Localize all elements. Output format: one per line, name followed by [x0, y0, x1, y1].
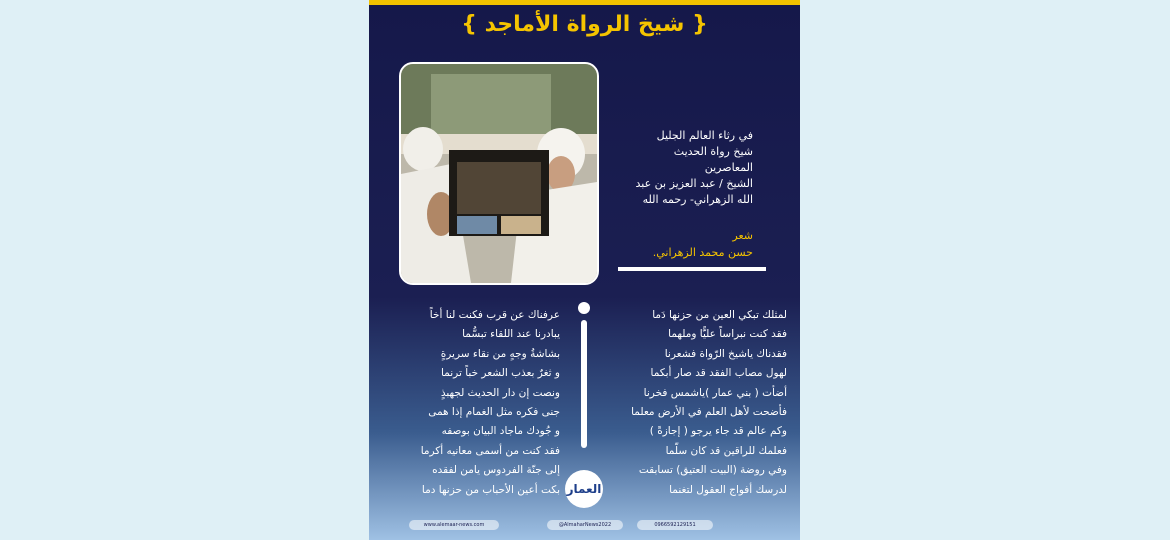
verses-right-column [599, 306, 787, 500]
center-divider-dot [578, 302, 590, 314]
verse-line: يبادرنا عند اللقاء تبسُّما [462, 328, 560, 341]
footer-phone[interactable]: 0966592129151 [637, 520, 713, 530]
verse-line: ونصت إن دار الحديث لجهبذٍ [440, 386, 560, 399]
poet-label: شعر [732, 229, 753, 242]
dedication-line: المعاصرين [704, 161, 753, 174]
verse-line: لمثلك تبكي العين من حزنها دَما [652, 309, 787, 321]
center-divider-bar [581, 320, 587, 448]
verse-line: لدرسك أفواج العقول لتغنما [669, 483, 787, 496]
verse-line: فعلمك للراقين قد كان سلّما [665, 444, 787, 457]
verse-line: جنى فكره مثل الغمام إذا همى [428, 405, 560, 418]
verses-left-column [372, 306, 560, 500]
footer-website[interactable]: www.alemaar-news.com [409, 520, 499, 530]
verse-line: لهول مصاب الفقد قد صار أبكما [650, 367, 787, 380]
dedication-line: في رثاء العالم الجليل [656, 129, 753, 142]
verse-line: وفي روضة (البيت العتيق) تسابقت [638, 464, 787, 477]
verse-line: بكت أعين الأحباب من حزنها دما [421, 483, 560, 496]
verse-line: فقدناك ياشيخ الرّواة فشعرنا [664, 347, 787, 360]
verse-line: إلى جنّة الفردوس يامن لفقده [432, 464, 560, 477]
footer-social-handle[interactable]: @AlmaharNews2022 [547, 520, 623, 530]
dedication-line: شيخ رواة الحديث [673, 145, 753, 158]
verse-line: و جُودك ماجاد البيان بوصفه [441, 425, 560, 438]
dedication-text [607, 128, 753, 208]
poet-name: حسن محمد الزهراني. [652, 246, 753, 259]
verse-line: أضأت ( بني عمار )ياشمس فخرنا [643, 386, 787, 399]
sheikh-photo [399, 62, 599, 285]
poster [369, 0, 800, 540]
dedication-line: الله الزهراني- رحمه الله [642, 193, 753, 206]
dedication-line: الشيخ / عبد العزيز بن عبد [635, 177, 753, 190]
divider-rule [618, 267, 766, 271]
verse-line: وكم عالم قد جاء يرجو ( إجازةً ) [649, 425, 787, 438]
top-accent-bar [369, 0, 800, 5]
verse-line: و ثغرٌ بعذب الشعر خباً ترنما [440, 367, 560, 380]
verse-line: بشاشةُ وجهٍ من نقاء سريرةٍ [440, 347, 560, 360]
poster-title: { شيخ الرواة الأماجد } [461, 12, 708, 37]
verse-line: عرفناك عن قرب فكنت لنا أخاً [429, 309, 560, 321]
verse-line: فقد كنت نبراساً عليًّا وملهما [668, 328, 787, 341]
verse-line: فأضحت لأهل العلم في الأرض معلما [631, 405, 787, 418]
verse-line: فقد كنت من أسمى معانيه أكرما [420, 444, 560, 457]
news-logo: العمار [565, 470, 603, 508]
